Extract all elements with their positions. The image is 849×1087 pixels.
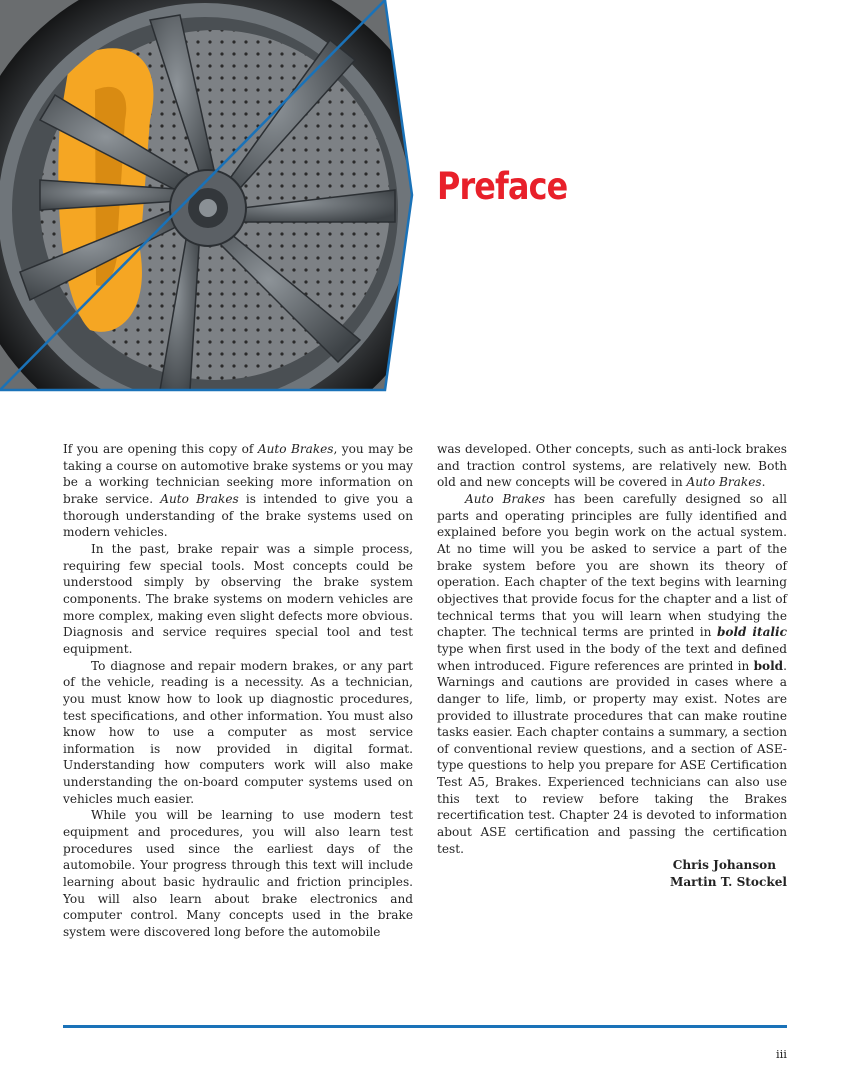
author-name: Martin T. Stockel [669, 875, 787, 890]
author-name: Chris Johanson [672, 858, 776, 873]
footer-rule [63, 1025, 787, 1028]
page-title: Preface [437, 165, 568, 208]
paragraph: To diagnose and repair modern brakes, or any part of the vehicle, reading is a necessity. As a technician, you must know how to look up diagnostic procedures, test specifications, and other information. You must also know how to use a computer as most service information is now provided in digital format. Understanding how computers work will also make understanding the on-board computer systems used on vehicles much easier. [63, 658, 413, 806]
wheel-illustration [0, 0, 420, 395]
paragraph: Auto Brakes has been carefully designed so all parts and operating principles are fully identified and explained before you begin work on the actual system. At no time will you be asked to service a part of the brake system before you are shown its theory of operation. Each chapter of the text begins with learning objectives that provide focus for the chapter and a list of technical terms that you will learn when studying the chapter. The technical terms are printed in bold italic type when first used in the body of the text and defined when introduced. Figure references are printed in bold. Warnings and cautions are provided in cases where a danger to life, limb, or property may exist. Notes are provided to illustrate procedures that can make routine tasks easier. Each chapter contains a summary, a section of conventional review questions, and a section of ASE-type questions to help you prepare for ASE Certification Test A5, Brakes. Experienced technicians can also use this text to review before taking the Brakes recertification test. Chapter 24 is devoted to information about ASE certification and passing the certification test. [437, 491, 787, 856]
paragraph: was developed. Other concepts, such as anti-lock brakes and traction control systems, are relatively new. Both old and new concepts will be covered in Auto Brakes. [437, 442, 787, 490]
paragraph: While you will be learning to use modern test equipment and procedures, you will also learn test procedures used since the earliest days of the automobile. Your progress through this text will include learning about basic hydraulic and friction principles. You will also learn about brake electronics and computer control. Many concepts used in the brake system were discovered long before the automobile [63, 808, 413, 940]
text-column-right [437, 441, 787, 891]
text-column-left [63, 441, 413, 941]
author-signature [437, 857, 787, 890]
paragraph: If you are opening this copy of Auto Brakes, you may be taking a course on automotive brake systems or you may be a working technician seeking more information on brake service. Auto Brakes is intended to give you a thorough understanding of the brake systems used on modern vehicles. [63, 442, 414, 540]
paragraph: In the past, brake repair was a simple process, requiring few special tools. Most concepts could be understood simply by observing the brake system components. The brake systems on modern vehicles are more complex, making even slight defects more obvious. Diagnosis and service requires special tool and test equipment. [63, 541, 413, 656]
page-number: iii [775, 1047, 787, 1061]
hero-wheel-image [0, 0, 420, 395]
